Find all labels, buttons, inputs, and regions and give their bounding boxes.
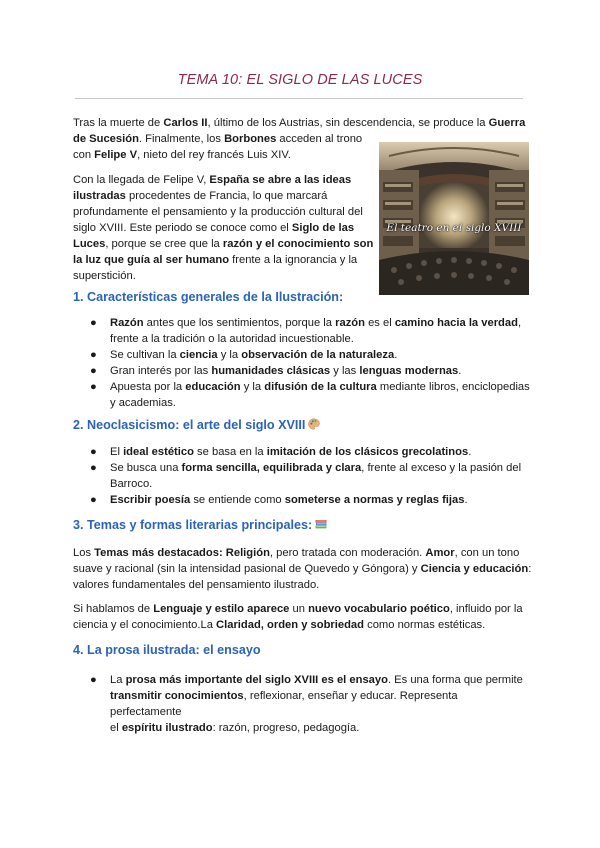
text: Barroco. <box>110 478 153 490</box>
bold-text: forma sencilla, equilibrada y clara <box>181 462 362 474</box>
bold-text: Borbones <box>224 133 277 145</box>
text: antes que los sentimientos, porque la <box>143 317 336 329</box>
section-3-p1-line-3: valores fundamentales del pensamiento ilustrado. <box>73 579 320 591</box>
bold-text: Ciencia y educación <box>420 563 529 575</box>
text: Tras la muerte de <box>73 117 164 129</box>
text: . <box>458 365 462 377</box>
para2-line-4 <box>73 220 354 236</box>
section-3-p1-line-1 <box>73 545 519 561</box>
theatre-image <box>379 142 529 295</box>
list-item <box>90 444 530 460</box>
palette-icon <box>308 418 320 430</box>
section-3-heading <box>73 518 327 532</box>
section-2-heading <box>73 418 320 432</box>
section-3-p2-line-2 <box>73 617 485 633</box>
bold-text: difusión de la cultura <box>264 381 377 393</box>
text: Se cultivan la <box>110 349 180 361</box>
text: frente a la tradición o la autoridad incuestionable. <box>110 333 354 345</box>
list-item <box>90 363 530 379</box>
bold-text: nuevo vocabulario poético <box>308 603 450 615</box>
heading-text: 2. Neoclasicismo: el arte del siglo XVIII <box>73 418 306 432</box>
bold-text: Siglo de las <box>291 222 355 234</box>
bold-text: imitación de los clásicos grecolatinos <box>266 446 469 458</box>
section-3-p2-line-1 <box>73 601 523 617</box>
bold-text: ilustradas <box>73 190 126 202</box>
bullet-icon: ● <box>90 317 97 329</box>
text: , frente al exceso y la pasión del <box>361 462 522 474</box>
text: , reflexionar, enseñar y educar. Representa perfectamente <box>110 690 458 718</box>
bold-text: espíritu ilustrado <box>121 722 213 734</box>
text: , con un tono <box>454 547 520 559</box>
text: con <box>73 149 95 161</box>
intro-line-1 <box>73 115 525 131</box>
text: , pero tratada con moderación. <box>269 547 426 559</box>
list-item <box>90 379 530 411</box>
text: como normas estéticas. <box>364 619 486 631</box>
bold-text: Lenguaje y estilo aparece <box>153 603 290 615</box>
section-4-heading: 4. La prosa ilustrada: el ensayo <box>73 643 261 657</box>
section-1-heading: 1. Características generales de la Ilustración: <box>73 290 344 304</box>
section-4-list <box>90 672 530 736</box>
text: Apuesta por la <box>110 381 186 393</box>
image-caption: El teatro en el siglo XVIII <box>386 222 522 234</box>
text: y la <box>240 381 265 393</box>
bold-text: Luces <box>73 238 106 250</box>
text: . Es una forma que permite <box>387 674 523 686</box>
heading-text: 3. Temas y formas literarias principales: <box>73 518 313 532</box>
text: acceden al trono <box>276 133 363 145</box>
bold-text: Temas más destacados: Religión <box>94 547 270 559</box>
bold-text: ciencia <box>179 349 218 361</box>
text: La <box>110 674 126 686</box>
section-1-list <box>90 315 530 411</box>
bold-text: razón y el conocimiento son <box>222 238 374 250</box>
bold-text: prosa más importante del siglo XVIII es el ensayo <box>125 674 388 686</box>
text: se entiende como <box>190 494 285 506</box>
text: Se busca una <box>110 462 182 474</box>
text: mediante libros, enciclopedias <box>376 381 530 393</box>
bold-text: Claridad, orden y sobriedad <box>216 619 364 631</box>
text: , nieto del rey francés Luis XIV. <box>137 149 291 161</box>
list-item <box>90 315 530 347</box>
bullet-icon: ● <box>90 674 97 686</box>
text: siglo XVIII. Este periodo se conoce como el <box>73 222 292 234</box>
text: el <box>110 722 122 734</box>
text: Si hablamos de <box>73 603 154 615</box>
bold-text: educación <box>185 381 241 393</box>
para2-line-1 <box>73 172 351 188</box>
section-3-p1-line-2 <box>73 561 531 577</box>
text: . Finalmente, los <box>138 133 225 145</box>
text: y academias. <box>110 397 176 409</box>
text: se basa en la <box>193 446 267 458</box>
list-item <box>90 460 530 492</box>
bold-text: Escribir poesía <box>110 494 191 506</box>
intro-line-2 <box>73 131 362 147</box>
text: , influido por la <box>449 603 523 615</box>
text: ciencia y el conocimiento.La <box>73 619 217 631</box>
bold-text: Guerra <box>488 117 526 129</box>
text: , porque se cree que la <box>105 238 223 250</box>
text: . <box>394 349 398 361</box>
bold-text: humanidades clásicas <box>211 365 331 377</box>
para2-line-2 <box>73 188 327 204</box>
text: . <box>464 494 468 506</box>
bullet-icon: ● <box>90 365 97 377</box>
bold-text: Felipe V <box>94 149 138 161</box>
para2-line-3: profundamente el pensamiento y la producción cultural del <box>73 206 363 218</box>
text: frente a la ignorancia y la <box>229 254 358 266</box>
text: y la <box>217 349 242 361</box>
books-icon <box>315 518 327 530</box>
bold-text: ideal estético <box>123 446 194 458</box>
bold-text: la luz que guía al ser humano <box>73 254 230 266</box>
bold-text: España se abre a las ideas <box>209 174 352 186</box>
theatre-illustration <box>379 142 529 295</box>
bold-text: Razón <box>110 317 144 329</box>
text: , último de los Austrias, sin descendencia, se produce la <box>207 117 489 129</box>
bold-text: transmitir conocimientos <box>110 690 244 702</box>
text: : <box>528 563 532 575</box>
bold-text: observación de la naturaleza <box>241 349 395 361</box>
text: procedentes de Francia, lo que marcará <box>125 190 328 202</box>
text: y las <box>330 365 360 377</box>
bold-text: de Sucesión <box>73 133 139 145</box>
section-2-list <box>90 444 530 508</box>
para2-line-5 <box>73 236 373 252</box>
bold-text: Carlos II <box>163 117 208 129</box>
text: suave y racional (sin la intensidad pasional de Quevedo y Góngora) y <box>73 563 421 575</box>
bold-text: lenguas modernas <box>359 365 459 377</box>
bullet-icon: ● <box>90 446 97 458</box>
list-item <box>90 492 530 508</box>
text: : razón, progreso, pedagogía. <box>212 722 360 734</box>
bold-text: camino hacia la verdad <box>394 317 518 329</box>
list-item <box>90 672 530 736</box>
text: Gran interés por las <box>110 365 212 377</box>
text: Los <box>73 547 95 559</box>
bullet-icon: ● <box>90 462 97 474</box>
text: Con la llegada de Felipe V, <box>73 174 210 186</box>
text: un <box>289 603 309 615</box>
bold-text: someterse a normas y reglas fijas <box>284 494 465 506</box>
list-item <box>90 347 530 363</box>
bullet-icon: ● <box>90 349 97 361</box>
para2-line-6 <box>73 252 357 268</box>
text: , <box>517 317 522 329</box>
page-title: TEMA 10: EL SIGLO DE LAS LUCES <box>177 72 423 88</box>
bold-text: razón <box>335 317 365 329</box>
intro-line-3 <box>73 147 291 163</box>
text: es el <box>364 317 395 329</box>
title-divider <box>75 98 523 99</box>
bold-text: Amor <box>425 547 455 559</box>
bullet-icon: ● <box>90 381 97 393</box>
para2-line-7: superstición. <box>73 270 136 282</box>
text: . <box>468 446 472 458</box>
bullet-icon: ● <box>90 494 97 506</box>
text: El <box>110 446 124 458</box>
